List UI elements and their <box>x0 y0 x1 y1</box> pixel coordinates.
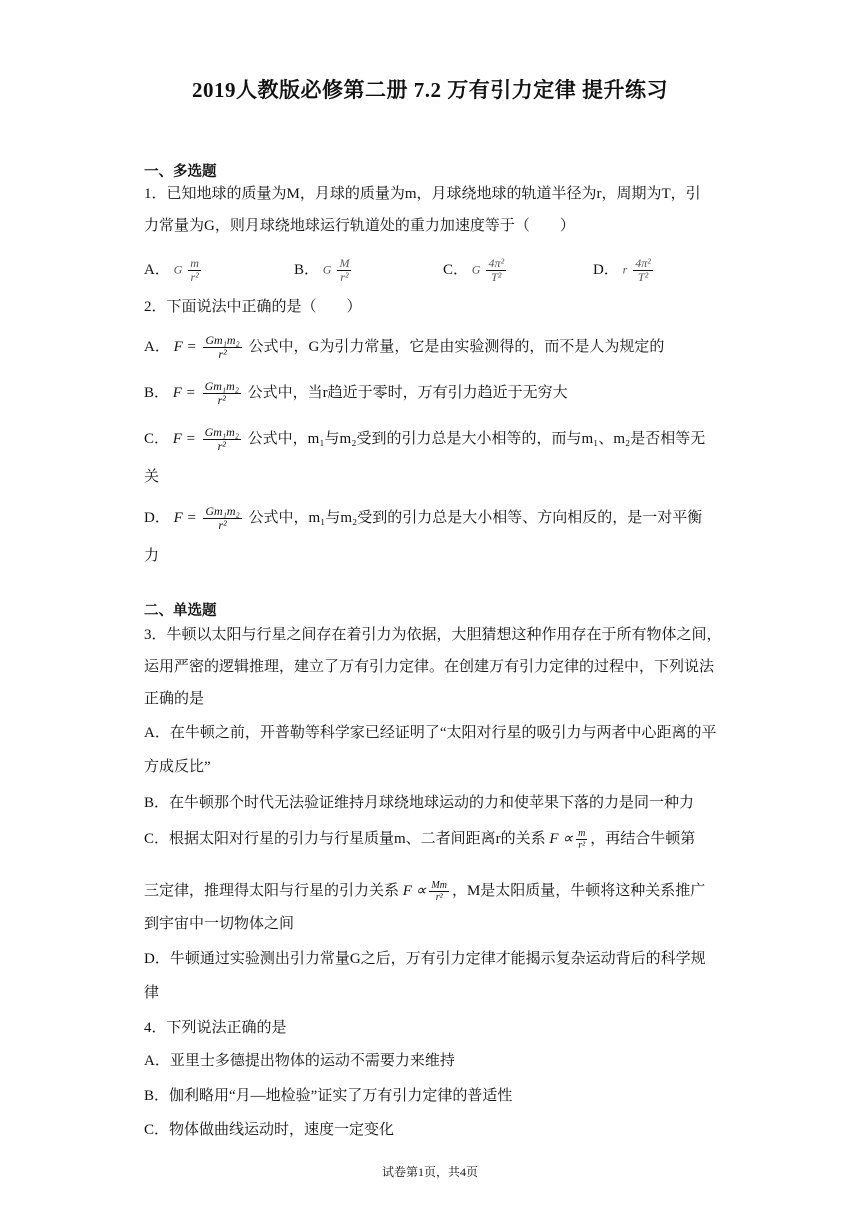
option-label: B． <box>144 384 170 401</box>
formula-image-d <box>623 257 656 284</box>
q4-option-a: A．亚里士多德提出物体的运动不需要力来维持 <box>144 1053 455 1069</box>
formula-f: F = <box>173 509 197 526</box>
gravity-fraction <box>203 505 241 532</box>
q4-stem: 4．下列说法正确的是 <box>144 1020 287 1036</box>
option-text: ，M是太阳质量，牛顿将这种关系推广 <box>451 883 706 899</box>
page-footer: 试卷第1页，共4页 <box>381 1165 478 1179</box>
denominator: r² <box>190 270 199 284</box>
option-text: 公式中，当r趋近于零时，万有引力趋近于无穷大 <box>247 384 568 401</box>
q3-option-a-line2: 方成反比” <box>144 759 211 775</box>
q4-option-c: C．物体做曲线运动时，速度一定变化 <box>144 1122 395 1138</box>
denominator: r² <box>217 393 226 407</box>
option-label: B． <box>294 261 320 278</box>
symbol-g: G <box>173 262 183 277</box>
symbol-g: G <box>322 262 332 277</box>
fraction <box>337 257 351 284</box>
formula-f: F = <box>173 338 197 355</box>
numerator: 4π² <box>488 256 505 270</box>
option-label: D． <box>144 509 170 526</box>
q3-option-b: B．在牛顿那个时代无法验证维持月球绕地球运动的力和使苹果下落的力是同一种力 <box>144 795 695 811</box>
denominator: r² <box>217 439 226 453</box>
denominator: T² <box>637 270 649 284</box>
q1-line2: 力常量为G，则月球绕地球运行轨道处的重力加速度等于（ ） <box>144 218 575 234</box>
q1-option-d <box>593 257 656 284</box>
numerator: Gm₁m₂ <box>205 504 240 518</box>
numerator: m <box>190 256 199 270</box>
denominator: T² <box>491 270 502 284</box>
option-text: 公式中，m₁与m₂受到的引力总是大小相等的，而与m₁、m₂是否相等无 <box>247 430 706 447</box>
denominator: r² <box>218 518 227 532</box>
q2-option-d-cont: 力 <box>144 548 160 564</box>
q3-line3: 正确的是 <box>144 691 205 707</box>
denominator: r² <box>435 892 443 904</box>
fraction <box>633 257 653 284</box>
numerator: Gm₁m₂ <box>204 379 239 393</box>
formula-prop: F ∝ <box>549 831 574 847</box>
gravity-fraction <box>203 334 241 361</box>
option-label: C． <box>443 261 469 278</box>
formula-image-c <box>472 257 509 284</box>
formula-f: F = <box>172 384 196 401</box>
q1-option-b <box>294 257 354 284</box>
denominator: r² <box>578 840 586 852</box>
formula-image-a <box>174 257 204 284</box>
symbol-g: G <box>471 262 481 277</box>
q3-option-d-line2: 律 <box>144 985 160 1001</box>
section-heading-single: 二、单选题 <box>144 603 217 619</box>
q3-option-d-line1: D．牛顿通过实验测出引力常量G之后，万有引力定律才能揭示复杂运动背后的科学规 <box>144 951 706 967</box>
page-title: 2019人教版必修第二册 7.2 万有引力定律 提升练习 <box>192 78 668 102</box>
numerator: Gm₁m₂ <box>204 425 239 439</box>
option-label: D． <box>593 261 619 278</box>
option-text: 公式中，m₁与m₂受到的引力总是大小相等、方向相反的，是一对平衡 <box>248 509 703 526</box>
formula-f: F = <box>172 430 196 447</box>
q3-line2: 运用严密的逻辑推理，建立了万有引力定律。在创建万有引力定律的过程中，下列说法 <box>144 659 715 675</box>
fraction <box>576 828 587 851</box>
formula-prop: F ∝ <box>402 883 427 899</box>
q3-option-c-line2 <box>144 880 705 903</box>
gravity-fraction <box>203 380 241 407</box>
q3-option-c-line1 <box>144 828 695 851</box>
denominator: r² <box>218 347 227 361</box>
option-text: 公式中，G为引力常量，它是由实验测得的，而不是人为规定的 <box>248 338 665 355</box>
symbol-r: r <box>622 262 628 277</box>
fraction <box>486 257 506 284</box>
q4-option-b: B．伽利略用“月—地检验”证实了万有引力定律的普适性 <box>144 1088 513 1104</box>
q1-line1: 1．已知地球的质量为M，月球的质量为m，月球绕地球的轨道半径为r，周期为T，引 <box>144 186 701 202</box>
option-text: ，再结合牛顿第 <box>590 831 696 847</box>
numerator: Gm₁m₂ <box>205 333 240 347</box>
option-label: A． <box>144 261 170 278</box>
q2-option-c <box>144 426 705 453</box>
option-text: 三定律，推理得太阳与行星的引力关系 <box>144 883 400 899</box>
fraction <box>188 257 201 284</box>
q2-option-a <box>144 334 664 361</box>
numerator: Mm <box>431 880 447 892</box>
fraction <box>429 880 449 903</box>
q2-stem: 2．下面说法中正确的是（ ） <box>144 299 362 315</box>
q2-option-b <box>144 380 568 407</box>
option-label: A． <box>144 338 170 355</box>
numerator: M <box>339 256 350 270</box>
denominator: r² <box>340 270 349 284</box>
q1-option-a <box>144 257 204 284</box>
q3-option-c-line3: 到宇宙中一切物体之间 <box>144 916 295 932</box>
q3-line1: 3．牛顿以太阳与行星之间存在着引力为依据，大胆猜想这种作用存在于所有物体之间， <box>144 627 722 643</box>
q1-option-c <box>443 257 509 284</box>
section-heading-multi: 一、多选题 <box>144 164 217 180</box>
gravity-fraction <box>203 426 241 453</box>
q3-option-a-line1: A．在牛顿之前，开普勒等科学家已经证明了“太阳对行星的吸引力与两者中心距离的平 <box>144 725 717 741</box>
q2-option-c-cont: 关 <box>144 469 160 485</box>
q2-option-d <box>144 505 702 532</box>
option-label: C． <box>144 430 170 447</box>
formula-image-b <box>323 257 355 284</box>
numerator: 4π² <box>635 256 651 270</box>
numerator: m <box>578 828 586 840</box>
option-text: C．根据太阳对行星的引力与行星质量m、二者间距离r的关系 <box>144 831 546 847</box>
